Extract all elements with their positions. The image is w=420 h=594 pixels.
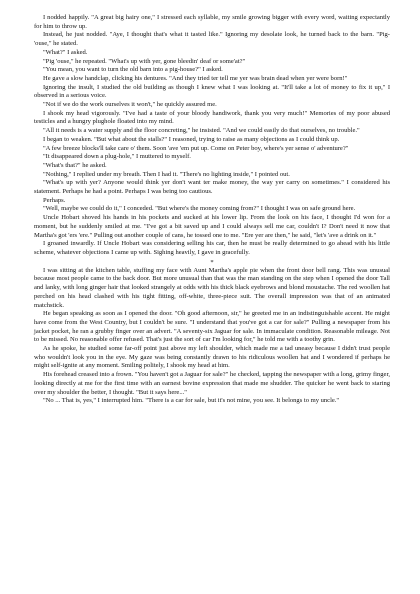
paragraph: "Not if we do the work ourselves it won't," he quickly assured me. xyxy=(43,101,217,109)
paragraph: I nodded happily. "A great big hairy one," I stressed each syllable, my smile growing bigger with every word, waiting expectantly for him to throw up. xyxy=(34,14,390,30)
paragraph: "What's that?" he asked. xyxy=(43,161,107,169)
section-break: * xyxy=(210,258,214,266)
paragraph: His forehead creased into a frown. "You haven't got a Jaguar for sale?" he checked, tapping the newspaper with a long, grimy finger, looking directly at me for the first time with an earnest bovine expression that made me shudder. The quicker he went back to staring over my shoulder the better, I thought. "But it says here..." xyxy=(34,371,391,396)
paragraph: Uncle Hobart shoved his hands in his pockets and sucked at his lower lip. From the look on his face, I thought I'd won for a moment, but he suddenly smiled at me. "I've got a bit saved up and I could always sell me car, couldn't I? Don't need it now that Martha's got 'ers 'ere." Pulling out another couple of cans, he tossed one to me. "Ere yer are then," he said, "let's 'ave a drink on it." xyxy=(34,214,390,239)
paragraph: "All it needs is a water supply and the floor concreting," he insisted. "And we could easily do that ourselves, no trouble." xyxy=(43,127,360,135)
paragraph: "It disappeared down a plug-hole," I muttered to myself. xyxy=(43,153,191,161)
paragraph: "You mean, you want to turn the old barn into a pig-house?" I asked. xyxy=(43,66,223,74)
paragraph: Instead, he just nodded. "Aye, I thought that's what it tasted like." Ignoring my desolate look, he turned back to the barn. "Pig-'ouse," he stated. xyxy=(34,31,390,48)
paragraph: "Pig 'ouse," he repeated. "What's up with yer, gone bleedin' deaf or some'at?" xyxy=(43,57,246,65)
paragraph: "What's up with yer? Anyone would think yer don't want ter make money, the way yer carry on sometimes." I considered his statement. Perhaps he had a point. Perhaps I was being too cautious. xyxy=(34,179,390,196)
paragraph: He began speaking as soon as I opened the door. "Oh good afternoon, sir," he greeted me in an indistinguishable accent. He might have come from the West Country, but I couldn't be sure. "I understand that you've got a car for sale?" Pulling a newspaper from his jacket pocket, he ran a grubby finger over an advert. "A seventy-six Jaguar for sale. In immaculate condition. Reasonable mileage. Not to be missed. No reasonable offer refused. That's just the sort of car I'm looking for," he told me with a toothy grin. xyxy=(34,310,390,344)
paragraph: "Nothing," I replied under my breath. Then I had it. "There's no lighting inside," I pointed out. xyxy=(43,170,290,178)
paragraph: As he spoke, he studied some far-off point just above my left shoulder, which made me a tad uneasy because I didn't trust people who wouldn't look you in the eye. My gaze was being constantly drawn to his ridiculous woollen hat and I wondered if perhaps he might self-ignite at any moment. Smiling politely, I shook my head at him. xyxy=(34,345,390,370)
paragraph: "A few breeze blocks'll take care o' them. Soon 'ave 'em put up. Come on Peter boy, where's yer sense o' adventure?" xyxy=(43,144,349,152)
paragraph: I groaned inwardly. If Uncle Hobart was considering selling his car, then he must be really determined to go ahead with his little scheme, whatever objections I came up with. Sighing heavily, I gave in gracefully. xyxy=(34,240,390,256)
paragraph: I shook my head vigorously. "I've had a taste of your bloody handiwork, thank you very much!" Memories of my poor abused testicles and a hungry plughole floated into my mind. xyxy=(34,109,390,126)
paragraph: "Well, maybe we could do it," I conceded. "But where's the money coming from?" I thought I was on safe ground here. xyxy=(43,205,356,213)
paragraph: I began to weaken. "But what about the stalls?" I reasoned, trying to raise as many objections as I could think up. xyxy=(43,135,340,143)
paragraph: Ignoring the insult, I studied the old building as though I knew what I was looking at. "It'll take a lot of money to fix it up," I observed in a serious voice. xyxy=(34,83,390,100)
paragraph: He gave a slow handclap, clicking his dentures. "And they tried ter tell me yer was brain dead when yer were born!" xyxy=(43,74,348,82)
paragraph: "No ... That is, yes," I interrupted him. "There is a car for sale, but it's not mine, you see. It belongs to my uncle." xyxy=(43,397,340,405)
paragraph: "What?" I asked. xyxy=(43,48,88,56)
paragraph: Perhaps. xyxy=(43,196,66,204)
paragraph: I was sitting at the kitchen table, stuffing my face with Aunt Martha's apple pie when the front door bell rang. This was unusual because most people came to the back door. But more unusual than that was the man standing on the step when I opened the door Tall and lanky, with long ginger hair that looked strangely at odds with his thick black eyebrows and blond moustache. The red woollen hat perched on his head clashed with his tight fitting, off-white, three-piece suit. The overall impression was that of an animated matchstick. xyxy=(34,266,390,309)
